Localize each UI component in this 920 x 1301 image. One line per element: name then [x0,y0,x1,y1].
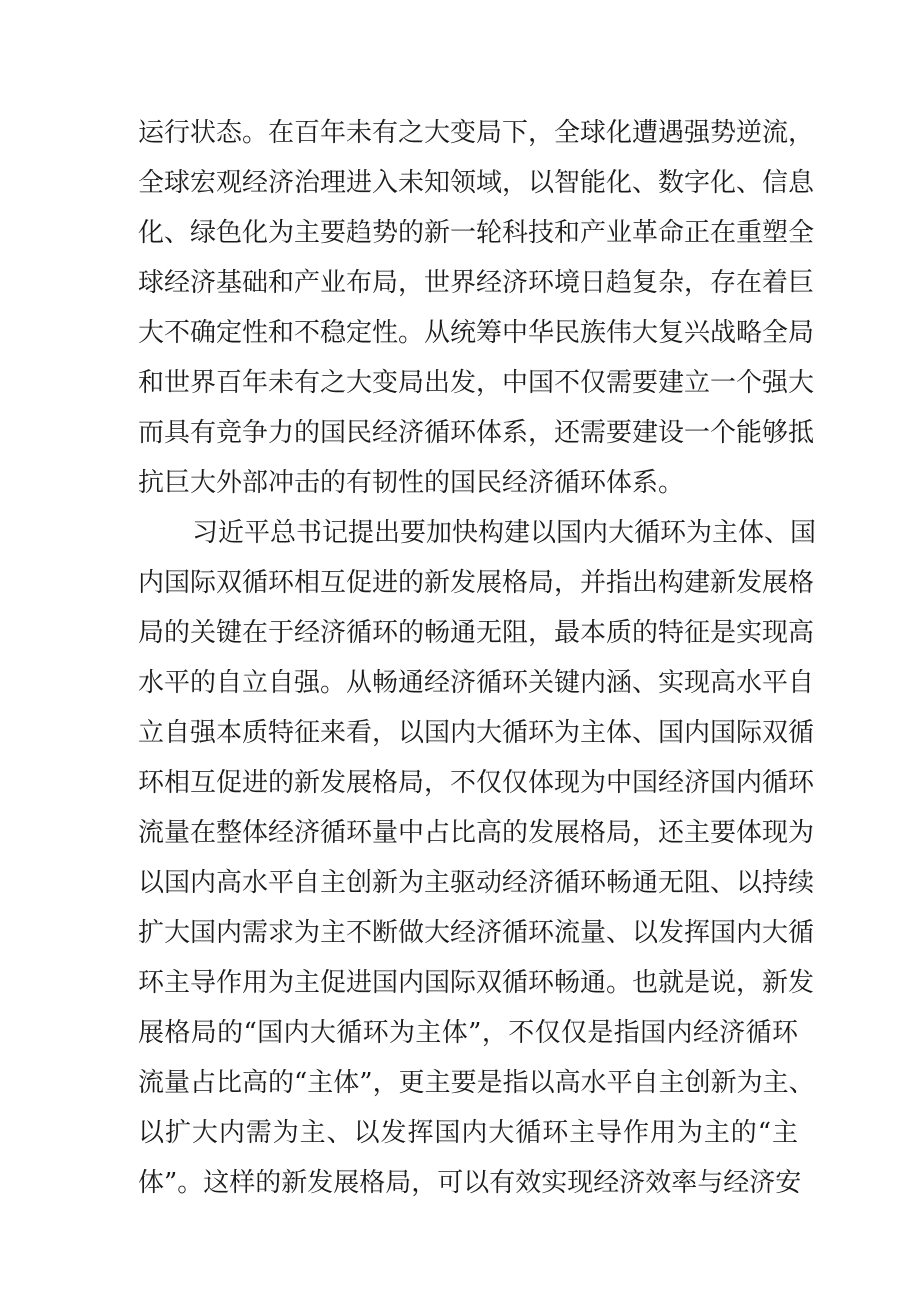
text-line: 习近平总书记提出要加快构建以国内大循环为主体、国 [192,518,817,548]
text-line: 和世界百年未有之大变局出发，中国不仅需要建立一个强大 [138,368,815,398]
text-line: 展格局的“国内大循环为主体”，不仅仅是指国内经济循环 [138,1018,798,1048]
paragraph-2 [138,508,817,1208]
text-line: 球经济基础和产业布局，世界经济环境日趋复杂，存在着巨 [138,268,815,298]
text-line: 以国内高水平自主创新为主驱动经济循环畅通无阻、以持续 [138,868,815,898]
text-line: 大不确定性和不稳定性。从统筹中华民族伟大复兴战略全局 [138,318,815,348]
text-line: 以扩大内需为主、以发挥国内大循环主导作用为主的“主 [138,1118,798,1148]
text-line: 环相互促进的新发展格局，不仅仅体现为中国经济国内循环 [138,768,815,798]
text-line: 抗巨大外部冲击的有韧性的国民经济循环体系。 [138,468,685,498]
text-line: 内国际双循环相互促进的新发展格局，并指出构建新发展格 [138,568,815,598]
text-line: 流量占比高的“主体”，更主要是指以高水平自主创新为主、 [138,1068,815,1098]
text-line: 水平的自立自强。从畅通经济循环关键内涵、实现高水平自 [138,668,815,698]
text-line: 运行状态。在百年未有之大变局下，全球化遭遇强势逆流， [138,118,815,148]
text-line: 而具有竞争力的国民经济循环体系，还需要建设一个能够抵 [138,418,815,448]
text-line: 局的关键在于经济循环的畅通无阻，最本质的特征是实现高 [138,618,815,648]
text-line: 化、绿色化为主要趋势的新一轮科技和产业革命正在重塑全 [138,218,815,248]
text-line: 流量在整体经济循环量中占比高的发展格局，还主要体现为 [138,818,815,848]
text-line: 全球宏观经济治理进入未知领域，以智能化、数字化、信息 [138,168,815,198]
text-line: 体”。这样的新发展格局，可以有效实现经济效率与经济安 [138,1168,802,1198]
body-text [138,108,817,1208]
text-line: 环主导作用为主促进国内国际双循环畅通。也就是说，新发 [138,968,815,998]
text-line: 扩大国内需求为主不断做大经济循环流量、以发挥国内大循 [138,918,815,948]
paragraph-1 [138,108,815,508]
text-line: 立自强本质特征来看，以国内大循环为主体、国内国际双循 [138,718,815,748]
